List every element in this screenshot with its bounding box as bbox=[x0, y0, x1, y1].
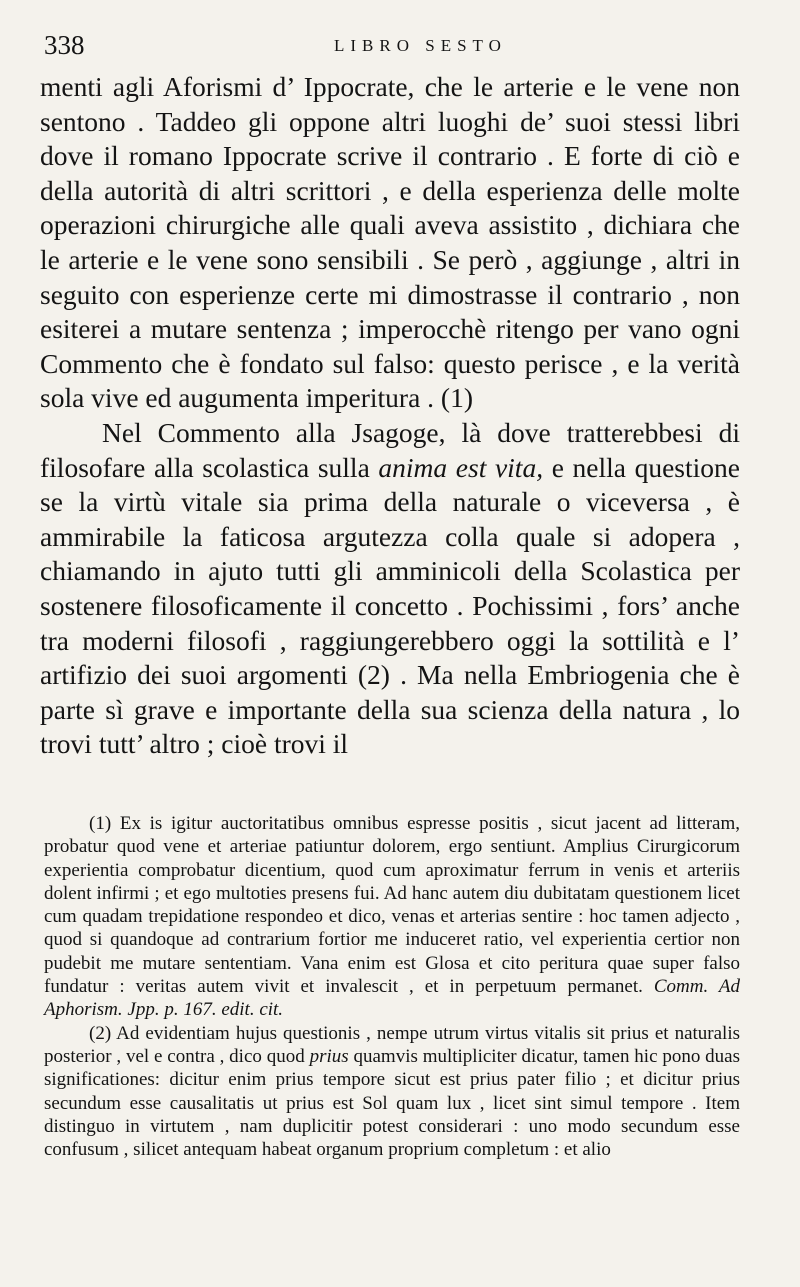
paragraph-1 bbox=[40, 70, 740, 416]
footnote-2 bbox=[44, 1022, 740, 1162]
paragraph-2-text-b: e nella questione se la virtù vitale sia prima della naturale o viceversa , è ammirabile la faticosa argutezza colla quale si adopera , chiamando in ajuto tutti gli amminicoli della Scolastica per sostenere filosoficamente il concetto . Pochissimi , fors’ anche tra moderni filosofi , raggiungerebbero oggi la sottilità e l’ artifizio dei suoi argomenti (2) . Ma nella Embriogenia che è parte sì grave e importante della sua scienza della natura , lo trovi tutt’ altro ; cioè trovi il bbox=[40, 451, 740, 760]
footnote-1-text: (1) Ex is igitur auctoritatibus omnibus espresse positis , sicut jacent ad litteram, probatur quod vene et arteriae patiuntur dolorem, ergo sentiunt. Amplius Cirurgicorum experientia comprobatur dicentium, quod cum aproximatur ferrum in venis et arteriis dolent infirmi ; et ego multoties presens fui. Ad hanc autem diu dubitatam questionem licet cum quadam trepidatione respondeo et dico, venas et arterias sentire : hoc tamen adjecto , quod si quandoque ad contrarium fortior me induceret ratio, vel experientia certior non pudebit me mutare sententiam. Vana enim est Glosa et cito peritura quae super falso fundatur : veritas autem vivit et invalescit , et in perpetuum permanet. bbox=[44, 813, 740, 998]
page-number: 338 bbox=[44, 30, 85, 60]
footnotes bbox=[44, 812, 740, 1161]
footnote-1-citation: Comm. Ad Aphorism. Jpp. p. 167. edit. cit. bbox=[44, 976, 740, 1021]
footnote-2-italic: prius bbox=[309, 1045, 349, 1067]
paragraph-2-italic: anima est vita, bbox=[378, 451, 544, 483]
running-title: LIBRO SESTO bbox=[334, 36, 507, 55]
footnote-2-text-a: (2) Ad evidentiam hujus questionis , nempe utrum virtus vitalis sit prius et naturalis posterior , vel e contra , dico quod bbox=[44, 1022, 740, 1067]
footnote-1 bbox=[44, 812, 740, 1022]
footnote-2-text-b: quamvis multipliciter dicatur, tamen hic pono duas significationes: dicitur enim prius tempore sicut est prius pater filio ; et dicitur prius secundum esse causalitatis ut prius est Sol quam lux , licet sint simul tempore . Item distinguo in virtutem , nam duplicitir potest considerari : uno modo secundum esse confusum , silicet antequam habeat organum proprium completum : et alio bbox=[44, 1045, 741, 1161]
paragraph-1-text: menti agli Aforismi d’ Ippocrate, che le arterie e le vene non sentono . Taddeo gli oppone altri luoghi de’ suoi stessi libri dove il romano Ippocrate scrive il contrario . E forte di ciò e della autorità di altri scrittori , e della esperienza delle molte operazioni chirurgiche alle quali aveva assistito , dichiara che le arterie e le vene sono sensibili . Se però , aggiunge , altri in seguito con esperienze certe mi dimostrasse il contrario , non esiterei a mutare sentenza ; imperocchè ritengo per vano ogni Commento che è fondato sul falso: questo perisce , e la verità sola vive ed augumenta imperitura . (1) bbox=[40, 71, 740, 414]
paragraph-2 bbox=[40, 416, 740, 762]
paragraph-2-text-a: Nel Commento alla Jsagoge, là dove tratterebbesi di filosofare alla scolastica sulla bbox=[40, 416, 740, 483]
page-header bbox=[44, 30, 764, 66]
main-text bbox=[40, 70, 740, 762]
